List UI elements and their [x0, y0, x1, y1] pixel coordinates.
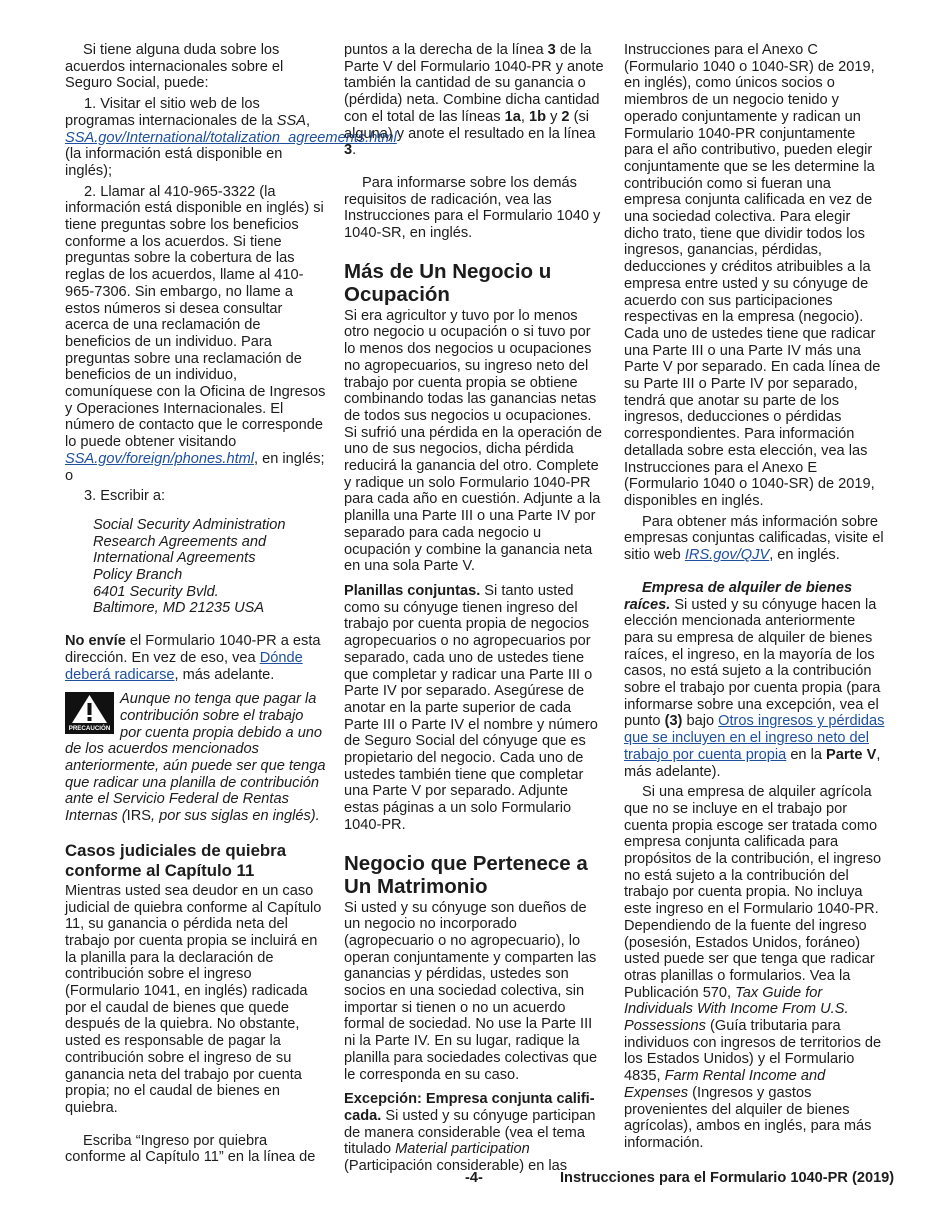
column-left: [65, 42, 397, 1166]
column-middle: [344, 42, 606, 1175]
mas-negocio-paragraph: Si era agricultor y tuvo por lo menos otro negocio u ocupación o si tuvo por lo menos dos negocios u ocupaciones no agropecuarios, su ingreso neto del trabajo por cuenta propia se obtiene combinando todas las ganancias netas de todos sus negocios u ocupaciones. Si sufrió una pérdida en la operación de uno de sus negocios, dicha pérdida reducirá la ganancia del otro. Complete y radique un solo Formulario 1040-PR para cada año en cuestión. Adjunte a la planilla una Parte III o una Parte IV por separado para cada negocio u ocupación y combine la ganancia neta en una sola Parte V.: [344, 307, 602, 575]
mailing-address: [93, 517, 327, 617]
list-item-1: 1. Visitar el sitio web de los programas internacionales de la SSA, SSA.gov/International/totalization_agreements.html (la información está disponible en inglés);: [65, 96, 397, 179]
alquiler-bienes-raices-paragraph: Empresa de alquiler de bienes raíces. Si usted y su cónyuge hacen la elección mencionada anteriormente para su empresa de alquiler de bienes raíces, el ingreso, en la mayoría de los casos, no está sujeto a la contribución sobre el trabajo por cuenta propia (para informarse sobre una excepción, vea el punto (3) bajo Otros ingresos y pérdidas que se incluyen en el ingreso neto del trabajo por cuenta propia en la Parte V, más adelante).: [624, 579, 885, 780]
list-item-2: 2. Llamar al 410-965-3322 (la información está disponible en inglés) si tiene preguntas sobre los beneficios conforme a los acuerdos. Si tiene preguntas sobre la cobertura de las reglas de los acuerdos, llame al 410-965-7306. Sin embargo, no llame a estos números si desea consultar acerca de una reclamación de beneficios de un individuo. Para preguntas sobre una reclamación de beneficios de un individuo, comuníquese con la Oficina de Ingresos y Operaciones Internacionales. El número de contacto que le corresponde lo puede obtener visitando SSA.gov/foreign/phones.html, en inglés; o: [65, 183, 326, 484]
caution-icon: [65, 692, 114, 734]
heading-quiebra: Casos judiciales de quiebra conforme al Capítulo 11: [65, 840, 287, 880]
no-envie-paragraph: No envíe el Formulario 1040-PR a esta dirección. En vez de eso, vea Dónde deberá radicarse, más adelante.: [65, 633, 321, 683]
address-line: International Agreements: [93, 550, 256, 567]
otros-ingresos-link[interactable]: Otros ingresos y pérdidas que se incluyen en el ingreso neto del trabajo por cuenta propia: [624, 713, 885, 763]
heading-mas-de-un-negocio: Más de Un Negocio u Ocupación: [344, 259, 552, 306]
list-item-3: 3. Escribir a:: [84, 488, 166, 505]
ssa-totalization-link[interactable]: SSA.gov/International/totalization_agreements.html: [65, 129, 397, 146]
negocio-matrimonio-paragraph: Si usted y su cónyuge son dueños de un negocio no incorporado (agropecuario o no agropecuario), lo operan conjuntamente y comparten las ganancias y pérdidas, ustedes son socios en una sociedad colectiva, sin importar si tienen o no un acuerdo formal de sociedad. No use la Parte III ni la Parte IV. En su lugar, radique la planilla para sociedades colectivas que le corresponda en su caso.: [344, 899, 598, 1083]
page-number: -4-: [465, 1170, 483, 1186]
anexo-c-paragraph: Instrucciones para el Anexo C (Formulario 1040 o 1040-SR) de 2019, en inglés), como únicos socios o miembros de un negocio tenido y operado conjuntamente y radican un Formulario 1040-PR conjuntamente para el año contributivo, pueden elegir conjuntamente que se les determine la contribución como si fueran una empresa conjunta calificada en vez de una sociedad colectiva. Para elegir dicho trato, tiene que dividir todos los ingresos, ganancias, pérdidas, deducciones y créditos atribuibles a la empresa entre usted y su cónyuge de acuerdo con sus participaciones respectivas en la empresa (negocio). Cada uno de ustedes tiene que radicar una Parte III o una Parte IV más una Parte V por separado. En cada línea de su Parte III o Parte IV por separado, tendrá que anotar su parte de los ingresos, deducciones o pérdidas correspondientes. Para información detallada sobre esta elección, vea las Instrucciones para el Anexo E (Formulario 1040 o 1040-SR) de 2019, disponibles en inglés.: [624, 42, 881, 509]
alquiler-agricola-paragraph: Si una empresa de alquiler agrícola que no se incluye en el trabajo por cuenta propia escoge ser tratada como empresa conjunta calificada para propósitos de la contribución, el ingreso no está sujeto a la contribución del trabajo por cuenta propia. No incluya este ingreso en el Formulario 1040-PR. Dependiendo de la fuente del ingreso (posesión, Estados Unidos, foráneo) usted puede ser que tenga que radicar otras planillas o formularios. Vea la Publicación 570, Tax Guide for Individuals With Income From U.S. Possessions (Guía tributaria para individuos con ingresos de territorios de los Estados Unidos) y el Formulario 4835, Farm Rental Income and Expenses (Ingresos y gastos provenientes del alquiler de bienes agrícolas), ambos en inglés, para más información.: [624, 784, 882, 1151]
heading-negocio-matrimonio: Negocio que Pertenece a Un Matrimonio: [344, 851, 588, 898]
intro-paragraph: Si tiene alguna duda sobre los acuerdos internacionales sobre el Seguro Social, puede:: [65, 42, 284, 92]
caution-note: PRECAUCIÓN Aunque no tenga que pagar la contribución sobre el trabajo por cuenta propia debido a uno de los acuerdos mencionados anteriormente, aún puede ser que tenga que radicar una planilla de contribución ante el Servicio Federal de Rentas Internas (IRS, por sus siglas en inglés).: [65, 691, 326, 825]
footer-title: Instrucciones para el Formulario 1040-PR (2019): [560, 1170, 895, 1186]
irs-qjv-link[interactable]: IRS.gov/QJV: [684, 547, 770, 564]
address-line: Social Security Administration: [93, 516, 286, 533]
requisitos-paragraph: Para informarse sobre los demás requisitos de radicación, vea las Instrucciones para el Formulario 1040 y 1040-SR, en inglés.: [344, 174, 601, 242]
address-line: Policy Branch: [93, 567, 183, 584]
quiebra-paragraph-2: Escriba “Ingreso por quiebra conforme al Capítulo 11” en la línea de: [65, 1132, 316, 1166]
qjv-paragraph: Para obtener más información sobre empresas conjuntas calificadas, visite el sitio web IRS.gov/QJV, en inglés.: [624, 513, 884, 564]
excepcion-paragraph: Excepción: Empresa conjunta califi-cada. Si usted y su cónyuge participan de manera considerable (vea el tema titulado Material participation (Participación considerable) en las: [344, 1091, 596, 1175]
linea-3-paragraph: puntos a la derecha de la línea 3 de la Parte V del Formulario 1040-PR y anote también la cantidad de su ganancia o (pérdida) neta. Combine dicha cantidad con el total de las líneas 1a, 1b y 2 (si alguna) y anote el resultado en la línea 3.: [344, 42, 604, 159]
address-line: 6401 Security Bvld.: [93, 583, 219, 600]
ssa-foreign-phones-link[interactable]: SSA.gov/foreign/phones.html: [65, 450, 255, 467]
quiebra-paragraph-1: Mientras usted sea deudor en un caso judicial de quiebra conforme al Capítulo 11, su ganancia o pérdida neta del trabajo por cuenta propia se incluirá en la planilla para la declaración de contribución sobre el ingreso (Formulario 1041, en inglés) radicada por el caudal de bienes que quede después de la quiebra. No obstante, usted es responsable de pagar la contribución sobre el ingreso de su ganancia neta del trabajo por cuenta propia; no el caudal de bienes en quiebra.: [65, 882, 322, 1116]
planillas-conjuntas-paragraph: Planillas conjuntas. Si tanto usted como su cónyuge tienen ingreso del trabajo por cuenta propia de negocios agropecuarios o no agropecuarios por separado, cada uno de ustedes tiene que completar y radicar una Parte III o Parte IV por separado. Asegúrese de anotar en la parte superior de cada Parte III o Parte IV el nombre y número de Seguro Social del cónyuge que es propietario del negocio. Cada uno de ustedes también tiene que completar una Parte V por separado. Adjunte estas páginas a un solo Formulario 1040-PR.: [344, 582, 598, 833]
column-right: [624, 42, 888, 1152]
address-line: Research Agreements and: [93, 533, 267, 550]
donde-radicarse-link[interactable]: Dónde deberá radicarse: [65, 649, 303, 683]
caution-label: PRECAUCIÓN: [68, 725, 111, 733]
warning-triangle-icon: [71, 694, 108, 724]
address-line: Baltimore, MD 21235 USA: [93, 600, 265, 617]
